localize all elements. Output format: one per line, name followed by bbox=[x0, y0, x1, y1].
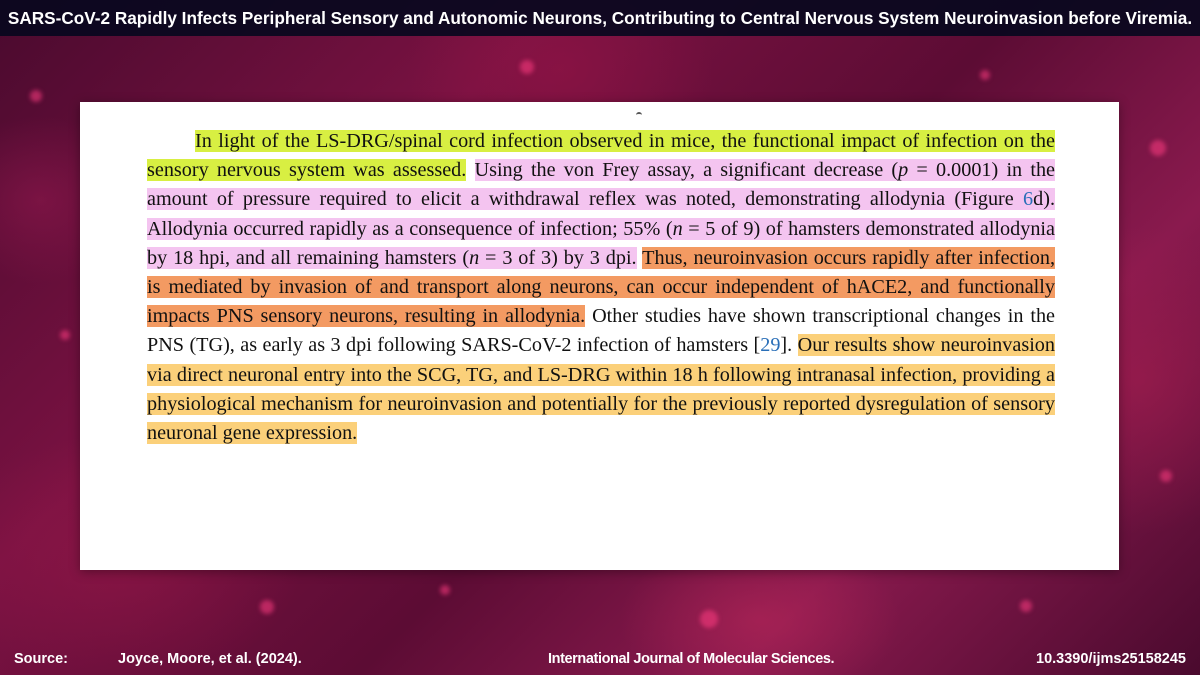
highlight-orange-sentence: Thus, neuroinvasion occurs rapidly after infection, is mediated by invasion of and transport along neurons, can occur independent of hACE2, and functionally impacts PNS sensory neurons, resulting in allodynia. bbox=[147, 246, 1056, 328]
text-run: = 3 of 3) by 3 dpi. bbox=[479, 246, 637, 269]
highlight-green-sentence: In light of the LS-DRG/spinal cord infection observed in mice, the functional impact of infection on the sensory nervous system was assessed. bbox=[147, 130, 1055, 182]
speck bbox=[1160, 470, 1172, 482]
footer bbox=[0, 651, 1200, 673]
speck bbox=[1150, 140, 1166, 156]
italic-n: n bbox=[672, 217, 683, 240]
speck bbox=[520, 60, 534, 74]
text-run: = 0.0001) in the amount of pressure required to elicit a withdrawal reflex was noted, demonstrating allodynia (Figure bbox=[147, 159, 1056, 211]
speck bbox=[30, 90, 42, 102]
text-run: Other studies have shown transcriptional changes in the PNS (TG), as early as 3 dpi following SARS-CoV-2 infection of hamsters [ bbox=[147, 305, 1056, 357]
title-bar bbox=[0, 0, 1200, 36]
text-run: = 5 of 9) of hamsters demonstrated allodynia by 18 hpi, and all remaining hamsters ( bbox=[147, 217, 1055, 269]
italic-n: n bbox=[469, 246, 480, 269]
speck bbox=[440, 585, 450, 595]
italic-p: p bbox=[898, 159, 909, 182]
text-run: ]. bbox=[780, 334, 793, 357]
speck bbox=[260, 600, 274, 614]
speck bbox=[60, 330, 70, 340]
doi-text: 10.3390/ijms25158245 bbox=[1036, 651, 1186, 667]
source-label: Source: bbox=[14, 651, 68, 667]
text-run: d). Allodynia occurred rapidly as a consequence of infection; 55% ( bbox=[147, 188, 1055, 240]
reference-link[interactable]: 29 bbox=[760, 334, 781, 357]
speck bbox=[980, 70, 990, 80]
excerpt-paragraph bbox=[147, 127, 1055, 448]
speck bbox=[700, 610, 718, 628]
page-title: SARS-CoV-2 Rapidly Infects Peripheral Sensory and Autonomic Neurons, Contributing to Central Nervous System Neuroinvasion before Viremia. bbox=[7, 7, 1193, 28]
journal-name: International Journal of Molecular Sciences. bbox=[548, 651, 835, 667]
figure-link[interactable]: 6 bbox=[1023, 188, 1034, 211]
cropped-glyph-mark bbox=[636, 112, 642, 117]
highlight-yellow-sentence: Our results show neuroinvasion via direct neuronal entry into the SCG, TG, and LS-DRG within 18 h following intranasal infection, providing a physiological mechanism for neuroinvasion and potentially for the previously reported dysregulation of sensory neuronal gene expression. bbox=[147, 334, 1055, 445]
excerpt-card bbox=[80, 102, 1119, 570]
text-run: Using the von Frey assay, a significant decrease ( bbox=[474, 159, 899, 182]
authors-citation: Joyce, Moore, et al. (2024). bbox=[118, 651, 302, 667]
speck bbox=[1020, 600, 1032, 612]
